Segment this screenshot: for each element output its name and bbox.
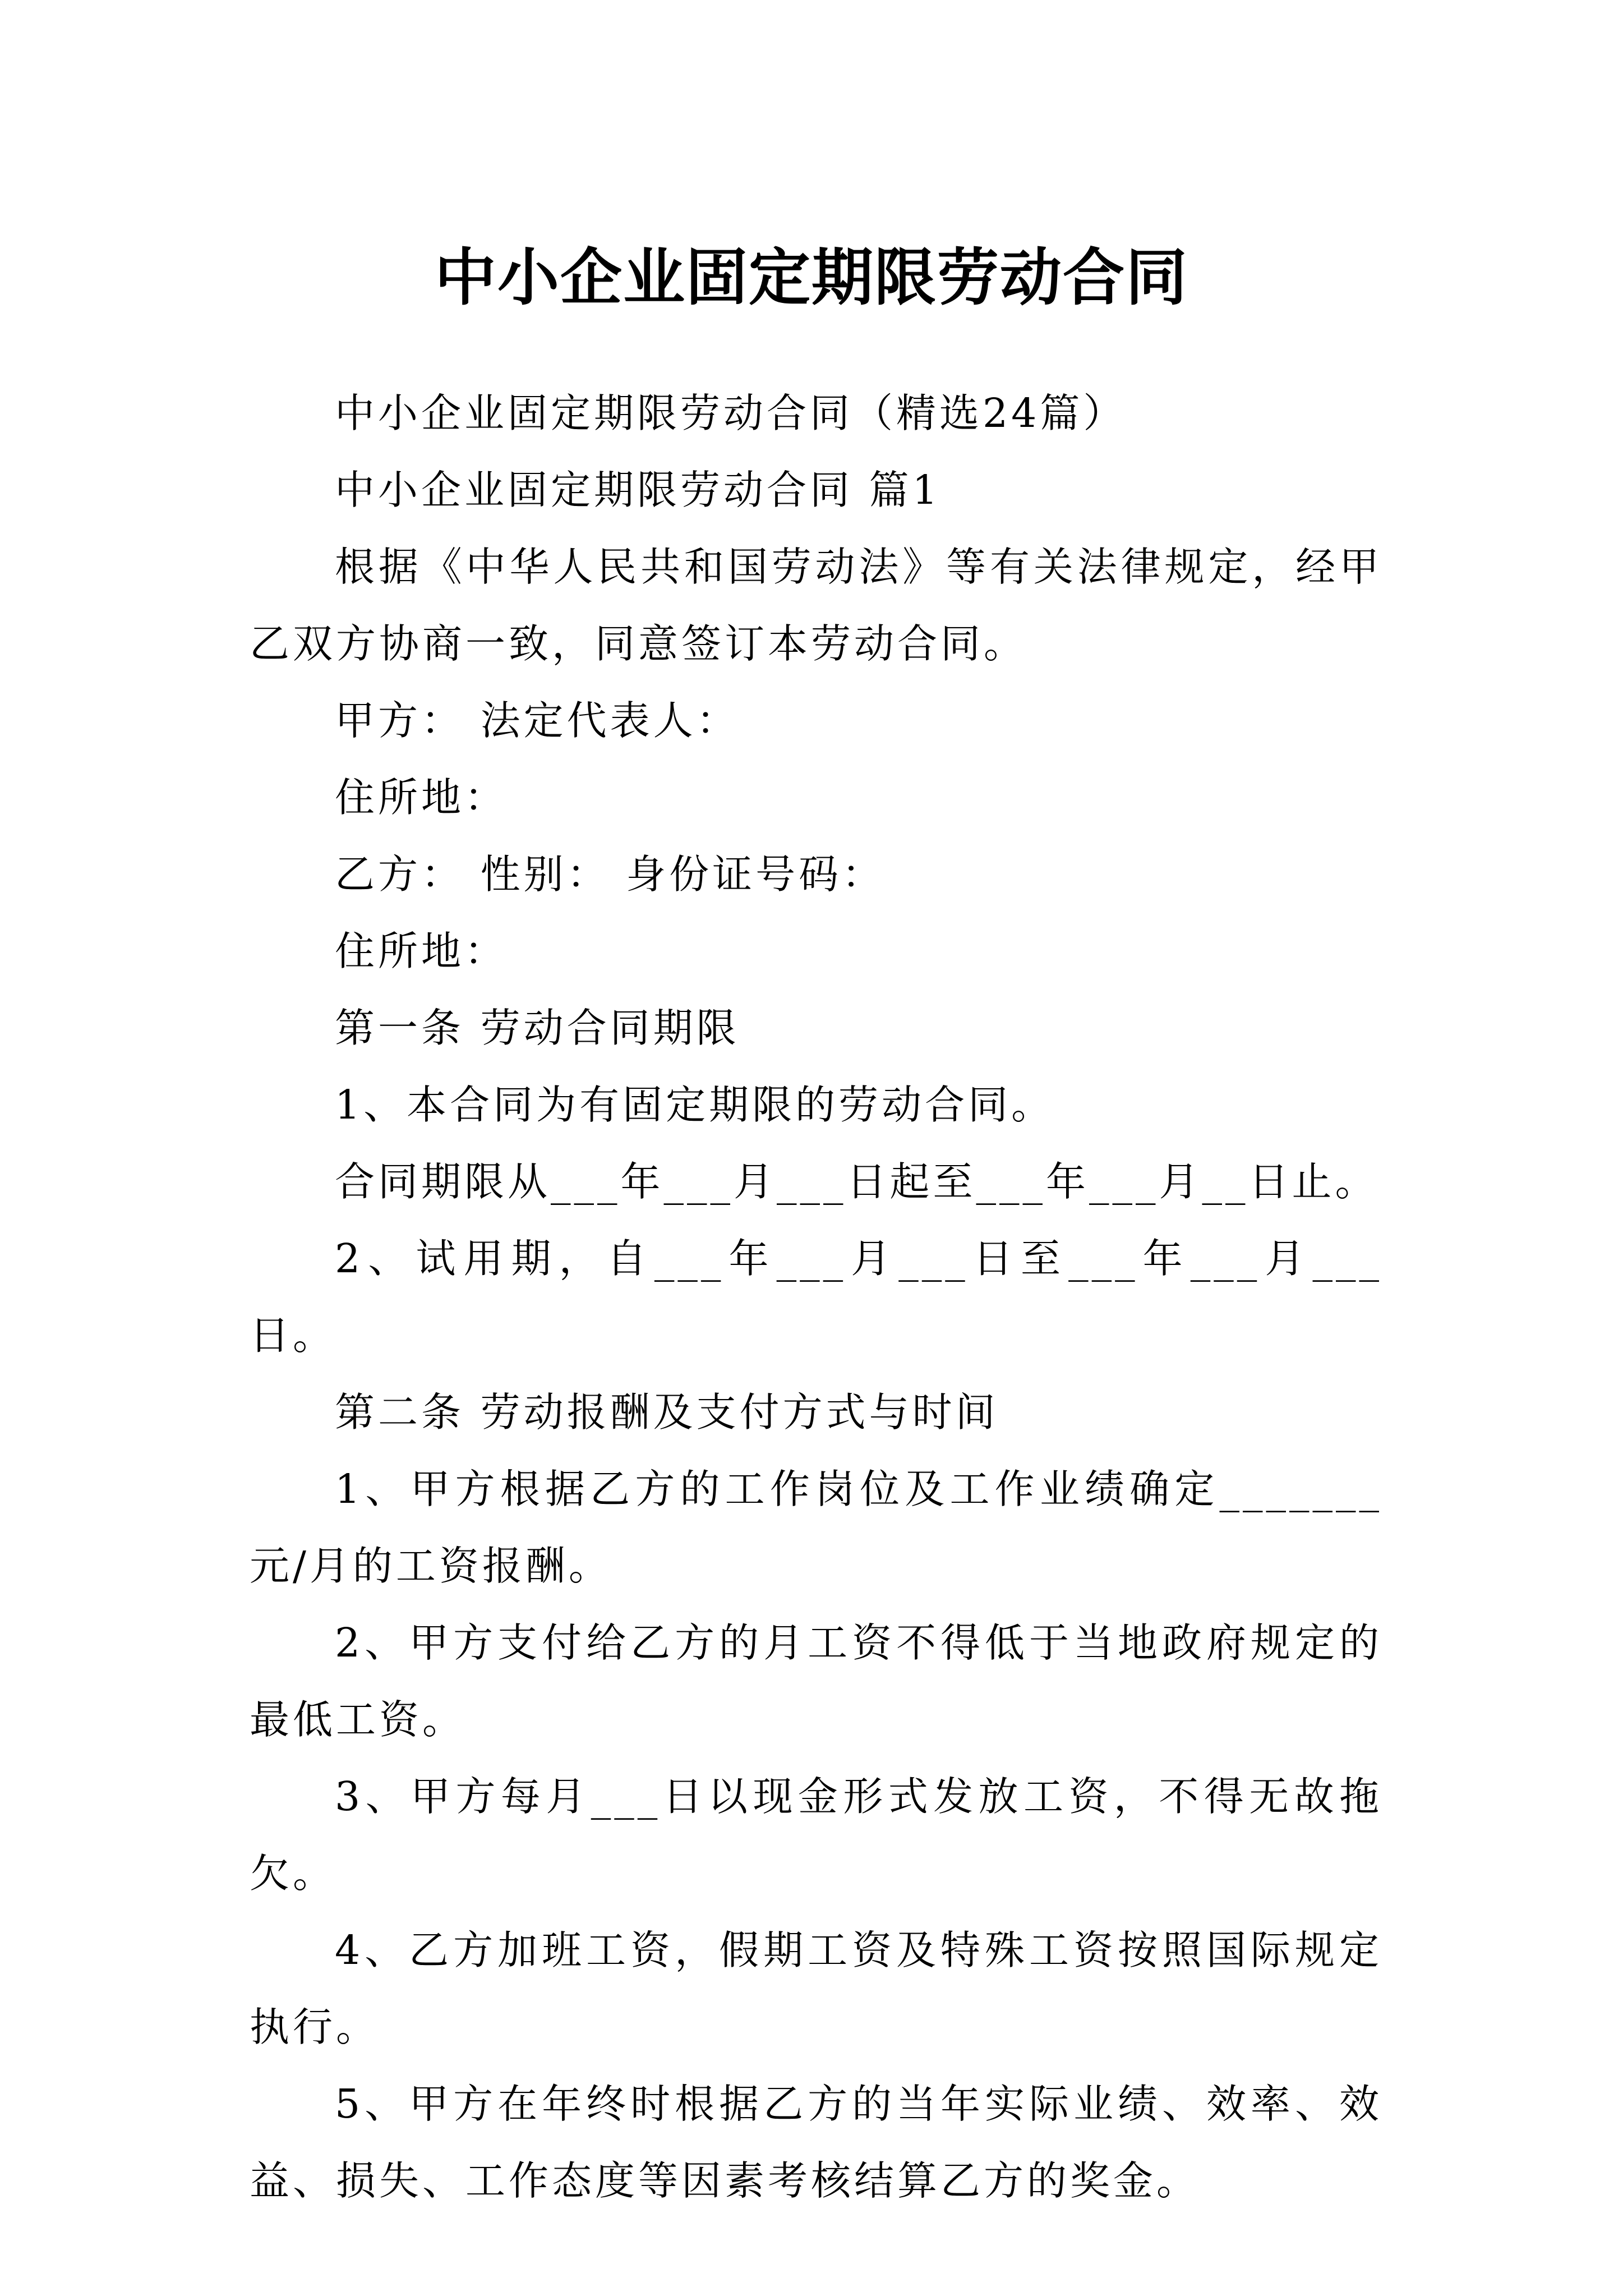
article-2-item-5: 5、甲方在年终时根据乙方的当年实际业绩、效率、效益、损失、工作态度等因素考核结算乙方的奖金。 [250,2081,1382,2204]
party-a-address-line: 住所地： [335,774,508,821]
article-2-item-3: 3、甲方每月___日以现金形式发放工资，不得无故拖欠。 [250,1773,1382,1897]
article-2-item-1: 1、甲方根据乙方的工作岗位及工作业绩确定_______元/月的工资报酬。 [250,1466,1382,1589]
article-1-item-1: 1、本合同为有固定期限的劳动合同。 [335,1082,1055,1128]
article-1-heading: 第一条 劳动合同期限 [335,1005,740,1051]
contract-term-line: 合同期限从___年___月___日起至___年___月__日止。 [335,1158,1378,1205]
section-heading: 中小企业固定期限劳动合同 篇1 [335,467,941,513]
subtitle-paragraph: 中小企业固定期限劳动合同（精选24篇） [335,390,1127,436]
party-b-address-line: 住所地： [335,928,508,974]
party-a-line: 甲方： 法定代表人： [335,697,740,744]
article-2-heading: 第二条 劳动报酬及支付方式与时间 [335,1389,999,1435]
party-b-line: 乙方： 性别： 身份证号码： [335,851,886,898]
probation-line: 2、试用期，自___年___月___日至___年___月___日。 [250,1235,1382,1359]
article-2-item-2: 2、甲方支付给乙方的月工资不得低于当地政府规定的最低工资。 [250,1619,1382,1743]
article-2-item-4: 4、乙方加班工资，假期工资及特殊工资按照国际规定执行。 [250,1927,1382,2050]
document-body [250,375,1382,2219]
intro-paragraph: 根据《中华人民共和国劳动法》等有关法律规定，经甲乙双方协商一致，同意签订本劳动合同。 [250,544,1382,667]
document-title: 中小企业固定期限劳动合同 [435,241,1188,314]
